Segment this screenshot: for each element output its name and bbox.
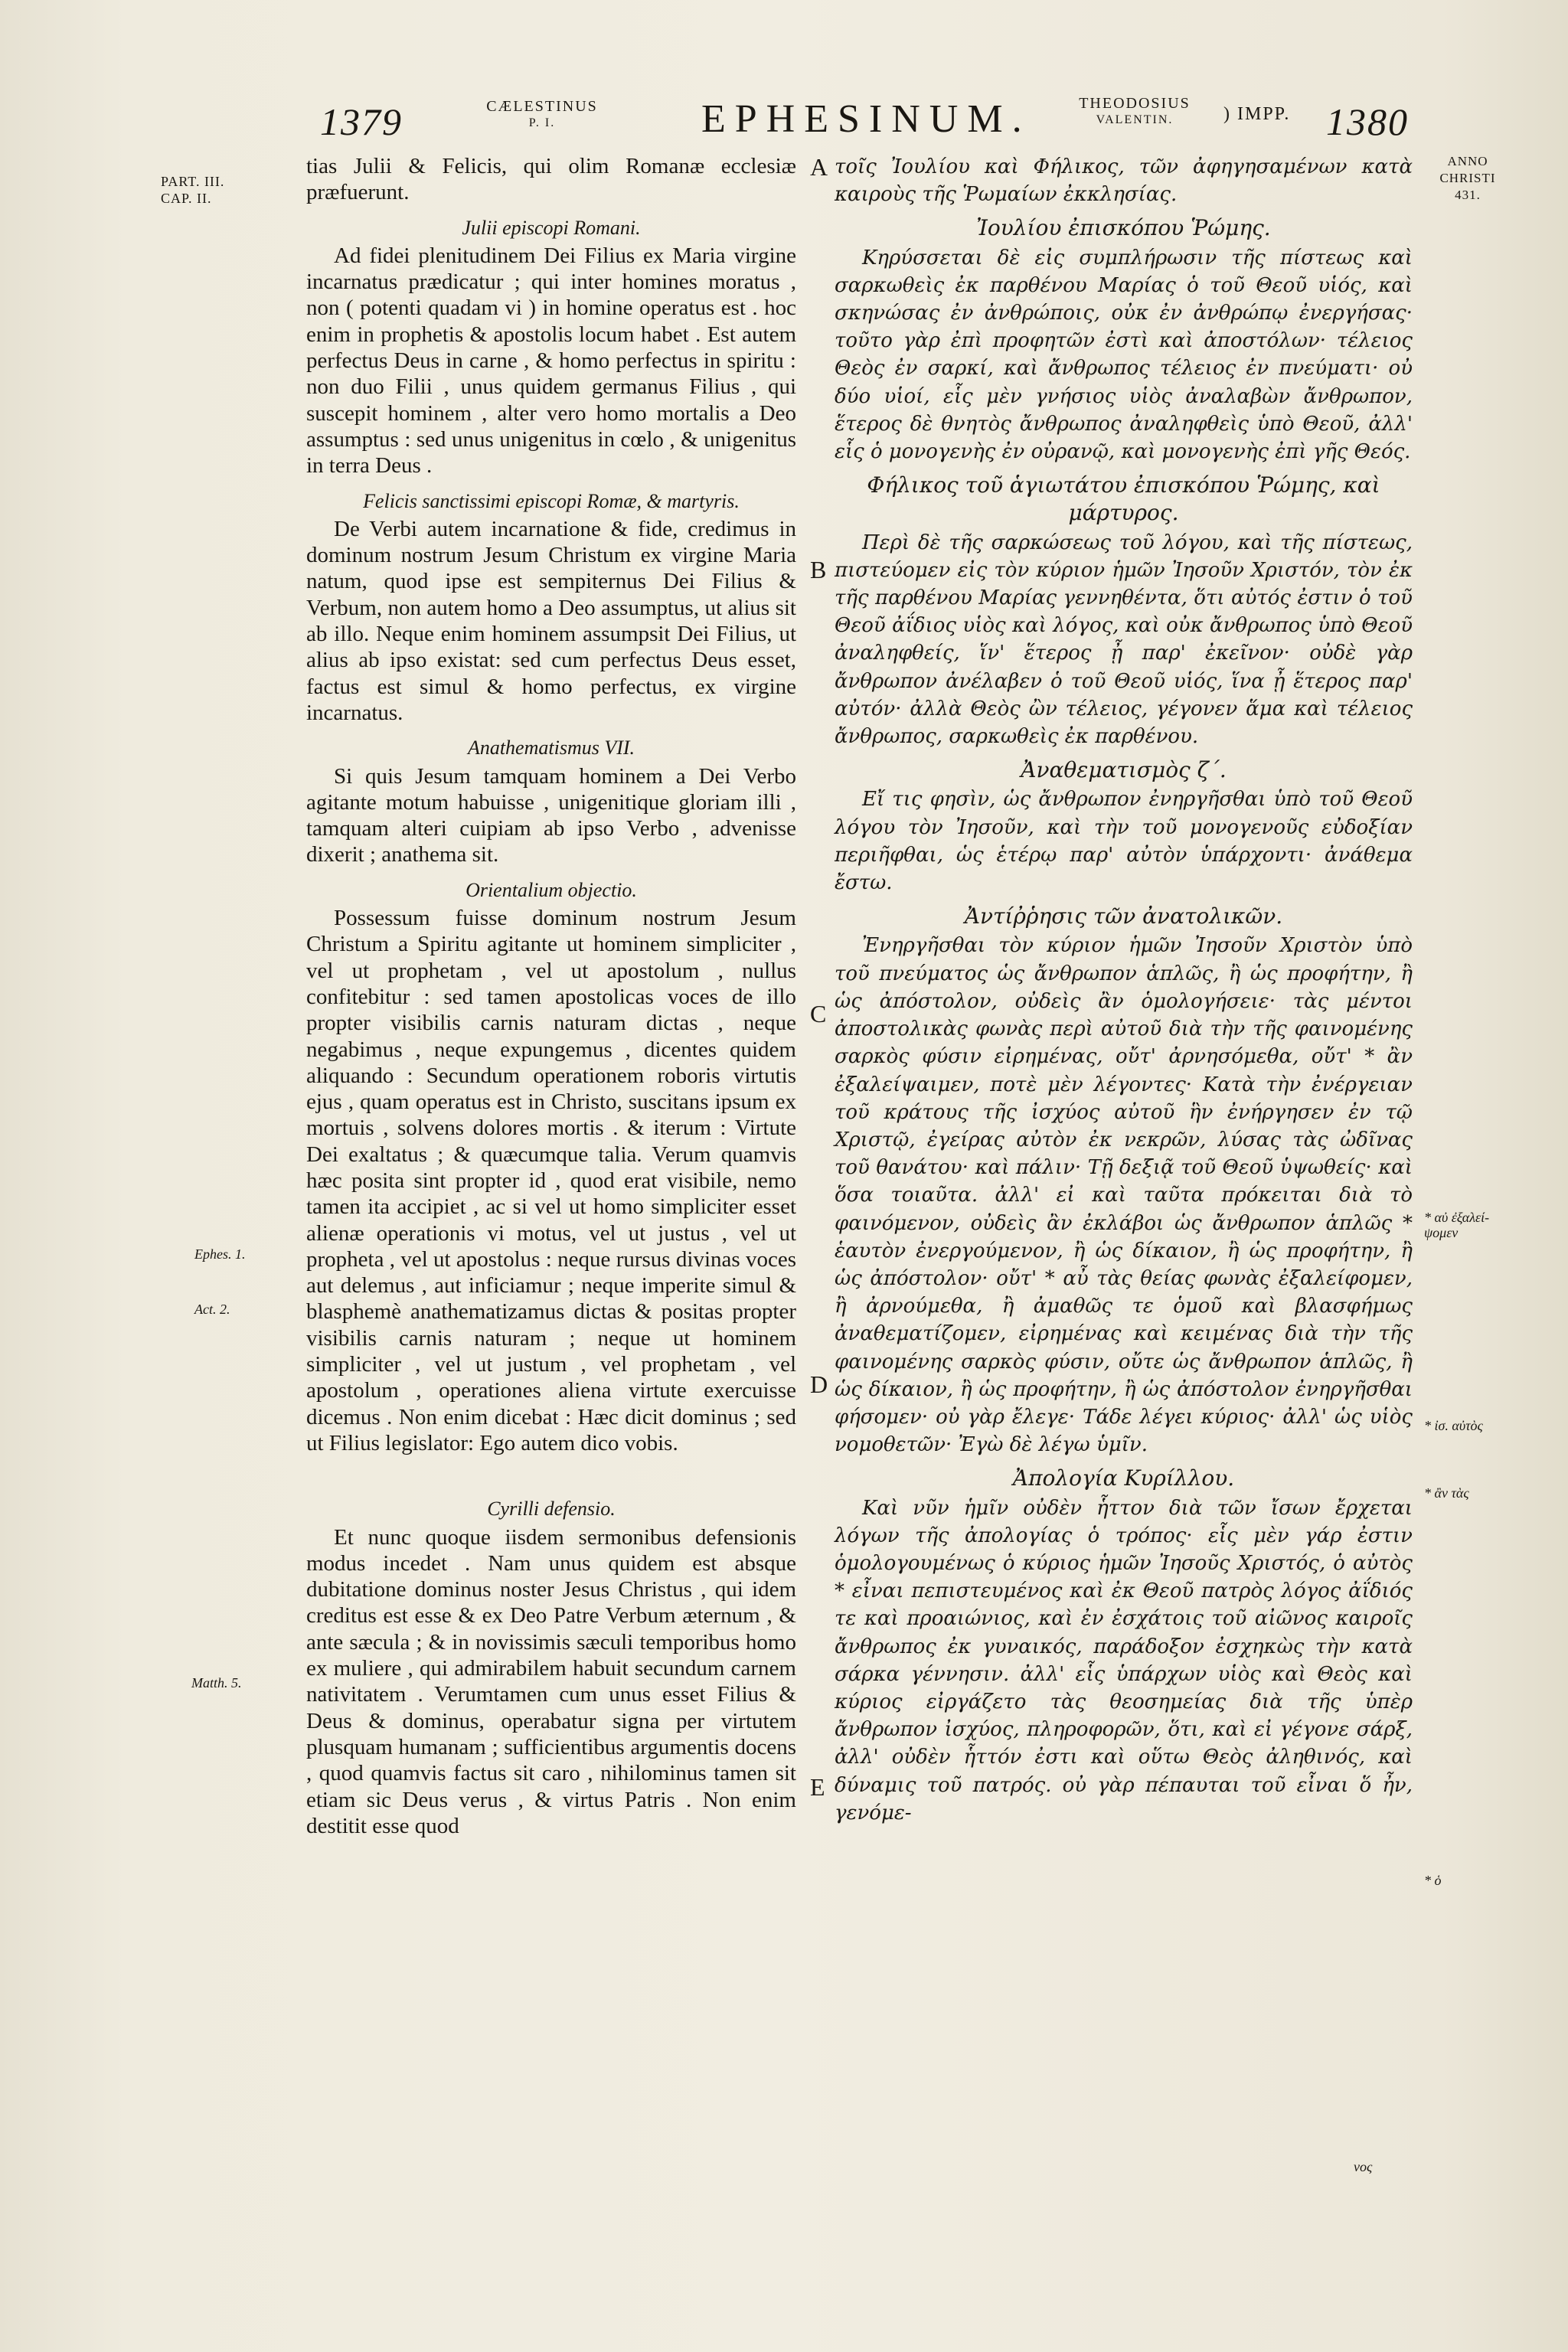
- greek-paragraph-defense: Καὶ νῦν ἡμῖν οὐδὲν ἧττον διὰ τῶν ἴσων ἔρχεται λόγων τῆς ἀπολογίας ὁ τρόπος· εἷς μὲν γάρ ἐστιν ὁμολογουμένως ὁ κύριος ἡμῶν Ἰησοῦς Χριστός, ὁ αὐτὸς * εἶναι πεπιστευμένος καὶ ἐκ Θεοῦ πατρὸς λόγος ἀΐδιός τε καὶ προαιώνιος, καὶ ἐν ἐσχάτοις τοῦ αἰῶνος καιροῖς ἄνθρωπος ἐκ γυναικός, παράδοξον ἐσχηκὼς τὴν κατὰ σάρκα γέννησιν. ἀλλ' εἷς ὑπάρχων υἱὸς καὶ Θεὸς καὶ κύριος εἰργάζετο τὰς θεοσημείας διὰ τῆς ὑπὲρ ἄνθρωπον ἰσχύος, πληροφορῶν, ὅτι, καὶ εἰ γέγονε σάρξ, ἀλλ' οὐδὲν ἧττόν ἐστι καὶ οὕτω Θεὸς ἀληθινός, καὶ δύναμις τοῦ πατρός. οὐ γὰρ πέπαυται τοῦ εἶναι ὅ ἦν, γενόμε-: [835, 1496, 1413, 1824]
- section-letter-b: B: [810, 556, 827, 583]
- page-title: EPHESINUM.: [701, 97, 1031, 141]
- greek-paragraph-felix: Περὶ δὲ τῆς σαρκώσεως τοῦ λόγου, καὶ τῆς πίστεως, πιστεύομεν εἰς τὸν κύριον ἡμῶν Ἰησοῦν Χριστόν, τὸν ἐκ τῆς παρθένου Μαρίας γεννηθέντα, ὅτι αὐτός ἐστιν ὁ τοῦ Θεοῦ ἀΐδιος υἱὸς καὶ λόγος, καὶ οὐκ ἄνθρωπος ὑπὸ Θεοῦ ἀναληφθείς, ἵν' ἕτερος ᾖ παρ' ἐκεῖνον· οὐδὲ γὰρ ἄνθρωπον ἀνέλαβεν ὁ τοῦ Θεοῦ υἱός, ἵνα ᾖ ἕτερος παρ' αὐτόν· ἀλλὰ Θεὸς ὢν τέλειος, γέγονεν ἅμα καὶ τέλειος ἄνθρωπος, σαρκωθεὶς ἐκ παρθένου.: [835, 531, 1413, 749]
- margin-note-greek-3: * ἂν τὰς: [1424, 1485, 1469, 1501]
- latin-heading-defense: Cyrilli defensio.: [487, 1498, 616, 1521]
- margin-note-ephes: Ephes. 1.: [194, 1246, 246, 1262]
- latin-heading-julius: Julii episcopi Romani.: [462, 216, 641, 239]
- year-value: 431.: [1455, 188, 1481, 202]
- greek-intro: τοῖς Ἰουλίου καὶ Φήλικος, τῶν ἀφηγησαμένων κατὰ καιροὺς τῆς Ῥωμαίων ἐκκλησίας.: [835, 155, 1413, 207]
- latin-paragraph-julius: Ad fidei plenitudinem Dei Filius ex Maria virgine incarnatus prædicatur ; qui inter homines moratus , non ( potenti quadam vi ) in homine operatus est . hoc enim in prophetis & apostolis locum habet . Est autem perfectus Deus in carne , & homo perfectus in spiritu : non duo Filii , unus quidem germanus Filius , qui suscepit hominem , alter vero homo mortalis a Deo assumptus : sed unus unigenitus in cœlo , & unigenitus in terra Deus .: [306, 243, 796, 479]
- latin-heading-objection: Orientalium objectio.: [466, 878, 637, 901]
- latin-heading-felix: Felicis sanctissimi episcopi Romæ, & martyris.: [363, 489, 740, 512]
- page-number-right: 1380: [1326, 100, 1409, 143]
- margin-note-greek-1b: ψομεν: [1424, 1225, 1459, 1240]
- column-gap: [306, 1456, 796, 1487]
- part-chapter-note: [161, 173, 224, 207]
- section-letter-a: A: [810, 153, 828, 181]
- section-letter-d: D: [810, 1370, 828, 1398]
- latin-paragraph-felix: De Verbi autem incarnatione & fide, credimus in dominum nostrum Jesum Christum ex virgine Maria natum, quod ipse est sempiternus Dei Filius & Verbum, non autem homo a Deo assumptus, ut alius sit ab illo. Neque enim hominem assumpsit Dei Filius, ut alius ab ipso existat: sed cum perfectus Deus esset, factus est simul & homo perfectus, ex virgine incarnatus.: [306, 516, 796, 725]
- pope-label: CÆLESTINUS: [486, 98, 598, 115]
- latin-paragraph-defense: Et nunc quoque iisdem sermonibus defensionis modus incedet . Nam unus quidem est absque dubitatione dominus noster Jesus Christus , qui idem creditus est esse & ex Deo Patre Verbum æternum , & ante sæcula ; & in novissimis sæculi temporibus homo ex muliere , qui admirabilem habuit secundum carnem nativitatem . Verumtamen cum unus esset Filius & Deus & dominus, operabatur signa per virtutem plusquam humanam ; sufficientibus argumentis docens , quod quamvis factus sit caro , nihilominus tamen sit etiam sic Deus verus , & virtus Patris . Non enim destitit esse quod: [306, 1524, 796, 1838]
- impp-label: ) IMPP.: [1223, 104, 1291, 124]
- part-label: PART. III.: [161, 174, 225, 189]
- margin-note-greek-2: * ἰσ. αὐτὸς: [1424, 1418, 1483, 1433]
- emperors-label: THEODOSIUS: [1079, 95, 1191, 112]
- margin-note-matth: Matth. 5.: [191, 1675, 242, 1690]
- pope-sub: P. I.: [528, 116, 556, 129]
- latin-paragraph-anathematism: Si quis Jesum tamquam hominem a Dei Verbo agitante motum habuisse , unigenitique gloriam illi , tamquam alteri cuipiam ab ipso Verbo , advenisse dixerit ; anathema sit.: [306, 763, 796, 867]
- greek-heading-anathematism: Ἀναθεματισμὸς ζ΄.: [1021, 757, 1227, 783]
- year-note: [1426, 153, 1510, 204]
- running-header: [0, 90, 1568, 152]
- anno-label: ANNO: [1447, 154, 1488, 168]
- christi-label: CHRISTI: [1439, 171, 1496, 185]
- greek-paragraph-anathematism: Εἴ τις φησὶν, ὡς ἄνθρωπον ἐνηργῆσθαι ὑπὸ τοῦ Θεοῦ λόγου τὸν Ἰησοῦν, καὶ τὴν τοῦ μονογενοῦς εὐδοξίαν περιῆφθαι, ὡς ἑτέρῳ παρ' αὐτὸν ὑπάρχοντι· ἀνάθεμα ἔστω.: [835, 788, 1413, 895]
- greek-heading-objection: Ἀντίῤῥησις τῶν ἀνατολικῶν.: [964, 903, 1283, 929]
- section-letter-c: C: [810, 1000, 827, 1027]
- greek-heading-julius: Ἰουλίου ἐπισκόπου Ῥώμης.: [976, 215, 1271, 241]
- page-number-left: 1379: [320, 100, 403, 143]
- margin-note-greek-4: * ὁ: [1424, 1873, 1442, 1888]
- cap-label: CAP. II.: [161, 191, 212, 206]
- latin-heading-anathematism: Anathematismus VII.: [467, 737, 635, 760]
- greek-heading-felix: Φήλικος τοῦ ἁγιωτάτου ἐπισκόπου Ῥώμης, καὶ μάρτυρος.: [867, 472, 1380, 526]
- margin-note-greek-1: [1424, 1210, 1489, 1240]
- emperors-sub: VALENTIN.: [1096, 113, 1174, 126]
- greek-heading-defense: Ἀπολογία Κυρίλλου.: [1012, 1465, 1235, 1491]
- greek-column: [835, 153, 1413, 1827]
- latin-intro: tias Julii & Felicis, qui olim Romanæ ecclesiæ præfuerunt.: [306, 154, 796, 205]
- greek-paragraph-objection: Ἐνηργῆσθαι τὸν κύριον ἡμῶν Ἰησοῦν Χριστὸν ὑπὸ τοῦ πνεύματος ὡς ἄνθρωπον ἁπλῶς, ἢ ὡς προφήτην, ἢ ὡς ἀπόστολον, οὐδεὶς ἂν ὁμολογήσειε· τὰς μέντοι ἀποστολικὰς φωνὰς περὶ αὐτοῦ διὰ τὴν τῆς φαινομένης σαρκὸς φύσιν εἰρημένας, οὔτ' ἀρνησόμεθα, οὔτ' * ἂν ἐξαλείψαιμεν, ποτὲ μὲν λέγοντες· Κατὰ τὴν ἐνέργειαν τοῦ κράτους τῆς ἰσχύος αὐτοῦ ἣν ἐνήργησεν ἐν τῷ Χριστῷ, ἐγείρας αὐτὸν ἐκ νεκρῶν, λύσας τὰς ὠδῖνας τοῦ θανάτου· καὶ πάλιν· Τῇ δεξιᾷ τοῦ Θεοῦ ὑψωθείς· καὶ ὅσα τοιαῦτα. ἀλλ' εἰ καὶ ταῦτα πρόκειται διὰ τὸ φαινόμενον, οὐδεὶς ἂν ἐκλάβοι ὡς ἄνθρωπον ἁπλῶς * ἑαυτὸν ἐνεργούμενον, ἢ ὡς δίκαιον, ἢ ὡς προφήτην, ἢ ὡς ἀπόστολον· οὔτ' * αὖ τὰς θείας φωνὰς ἐξαλείφομεν, ἢ ἀρνούμεθα, ἢ ἀμαθῶς τε ὁμοῦ καὶ βλασφήμως ἀναθεματίζομεν, εἰρημένας καὶ κειμένας διὰ τὴν τῆς φαινομένης σαρκὸς φύσιν, οὔτε ὡς ἄνθρωπον ἁπλῶς, ἢ ὡς δίκαιον, ἢ ὡς προφήτην, ἢ ὡς ἀπόστολον ἐνηργῆσθαι φήσομεν· οὐ γὰρ ἔλεγε· Τάδε λέγει κύριος· ἀλλ' ὡς υἱὸς νομοθετῶν· Ἐγὼ δὲ λέγω ὑμῖν.: [835, 934, 1413, 1457]
- catchword: νος: [1354, 2159, 1373, 2174]
- emperors: [1050, 95, 1219, 129]
- margin-note-act: Act. 2.: [194, 1302, 230, 1317]
- margin-note-greek-1a: * αὐ ἐξαλεί-: [1424, 1210, 1490, 1225]
- latin-paragraph-objection: Possessum fuisse dominum nostrum Jesum Christum a Spiritu agitante ut hominem simpliciter , vel ut prophetam , vel ut apostolum , nullus confitebitur : sed tamen apostolicas voces de illo propter visibilis carnis naturam dictas , neque negabimus , neque expungemus , dicentes quidem aliquando : Secundum operationem roboris virtutis ejus , quam operatus est in Christo, suscitans ipsum ex mortuis , solvens dolores mortis . & iterum : Virtute Dei exaltatus ; & quæcumque talia. Verum quamvis hæc posita sint propter id , quod erat visibile, nemo tamen ita accipiet , ac si vel ut homo simpliciter esset alienæ operationis vi motus, vel ut justus , vel ut propheta , vel ut apostolus : neque rursus divinas voces aut delemus , aut inficiamur ; neque imperite simul & blasphemè anathematizamus dictas & positas propter visibilis carnis naturam ; neque ut hominem simpliciter , vel ut justum , vel prophetam , vel apostolum , operationes aliena virtute exercuisse dicemus . Non enim dicebat : Hæc dicit dominus ; sed ut Filius legislator: Ego autem dico vobis.: [306, 906, 796, 1455]
- latin-column: [306, 153, 796, 1839]
- greek-paragraph-julius: Κηρύσσεται δὲ εἰς συμπλήρωσιν τῆς πίστεως καὶ σαρκωθεὶς ἐκ παρθένου Μαρίας ὁ τοῦ Θεοῦ υἱός, καὶ σκηνώσας ἐν ἀνθρώποις, οὐκ ἐν ἀνθρώπῳ ἐνεργήσας· τοῦτο γὰρ ἐπὶ προφητῶν ἐστὶ καὶ ἀποστόλων· τέλειος Θεὸς ἐν σαρκί, καὶ ἄνθρωπος τέλειος ἐν πνεύματι· οὐ δύο υἱοί, εἷς μὲν γνήσιος υἱὸς ἀναλαβὼν ἄνθρωπον, ἕτερος δὲ θνητὸς ἄνθρωπος ἀναληφθεὶς ὑπὸ Θεοῦ, ἀλλ' εἷς ὁ μονογενὴς ἐν οὐρανῷ, καὶ μονογενὴς ἐπὶ γῆς Θεός.: [835, 246, 1413, 464]
- section-letter-e: E: [810, 1773, 825, 1801]
- pope-name: [473, 98, 611, 132]
